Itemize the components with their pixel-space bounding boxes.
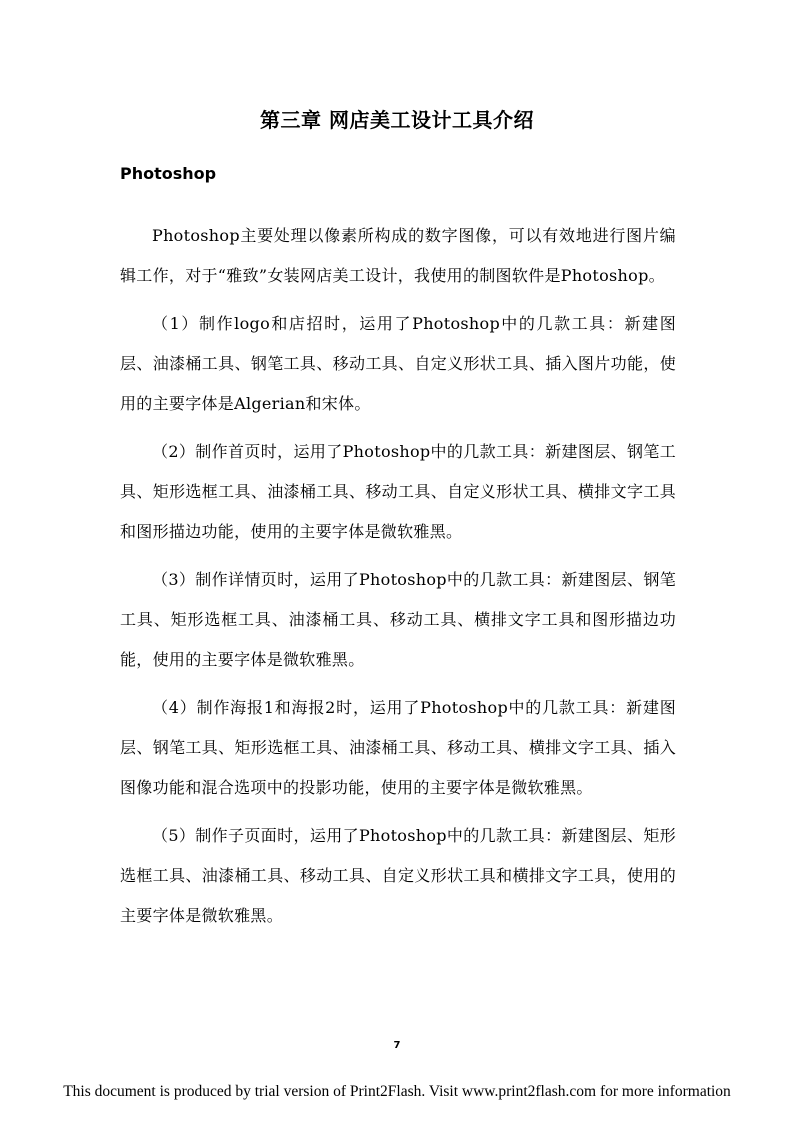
paragraph-item-2: （2）制作首页时，运用了Photoshop中的几款工具：新建图层、钢笔工具、矩形选框工具、油漆桶工具、移动工具、自定义形状工具、横排文字工具和图形描边功能，使用的主要字体是微软雅黑。: [120, 442, 676, 541]
section-heading: Photoshop: [120, 164, 217, 183]
paragraph-item-5: （5）制作子页面时，运用了Photoshop中的几款工具：新建图层、矩形选框工具、油漆桶工具、移动工具、自定义形状工具和横排文字工具，使用的主要字体是微软雅黑。: [120, 826, 676, 925]
paragraph-item-1: （1）制作logo和店招时，运用了Photoshop中的几款工具：新建图层、油漆桶工具、钢笔工具、移动工具、自定义形状工具、插入图片功能，使用的主要字体是Algerian和宋体。: [120, 314, 676, 413]
paragraph-item-3: （3）制作详情页时，运用了Photoshop中的几款工具：新建图层、钢笔工具、矩形选框工具、油漆桶工具、移动工具、横排文字工具和图形描边功能，使用的主要字体是微软雅黑。: [120, 570, 676, 669]
paragraph-intro: Photoshop主要处理以像素所构成的数字图像，可以有效地进行图片编辑工作，对于“雅致”女装网店美工设计，我使用的制图软件是Photoshop。: [120, 226, 676, 285]
chapter-title: 第三章 网店美工设计工具介绍: [260, 108, 534, 132]
page-number: 7: [393, 1040, 401, 1051]
paragraph-item-4: （4）制作海报1和海报2时，运用了Photoshop中的几款工具：新建图层、钢笔工具、矩形选框工具、油漆桶工具、移动工具、横排文字工具、插入图像功能和混合选项中的投影功能，使用的主要字体是微软雅黑。: [120, 698, 676, 797]
trial-watermark: This document is produced by trial version of Print2Flash. Visit www.print2flash.com for more information: [63, 1083, 731, 1100]
body-text: [120, 216, 676, 944]
